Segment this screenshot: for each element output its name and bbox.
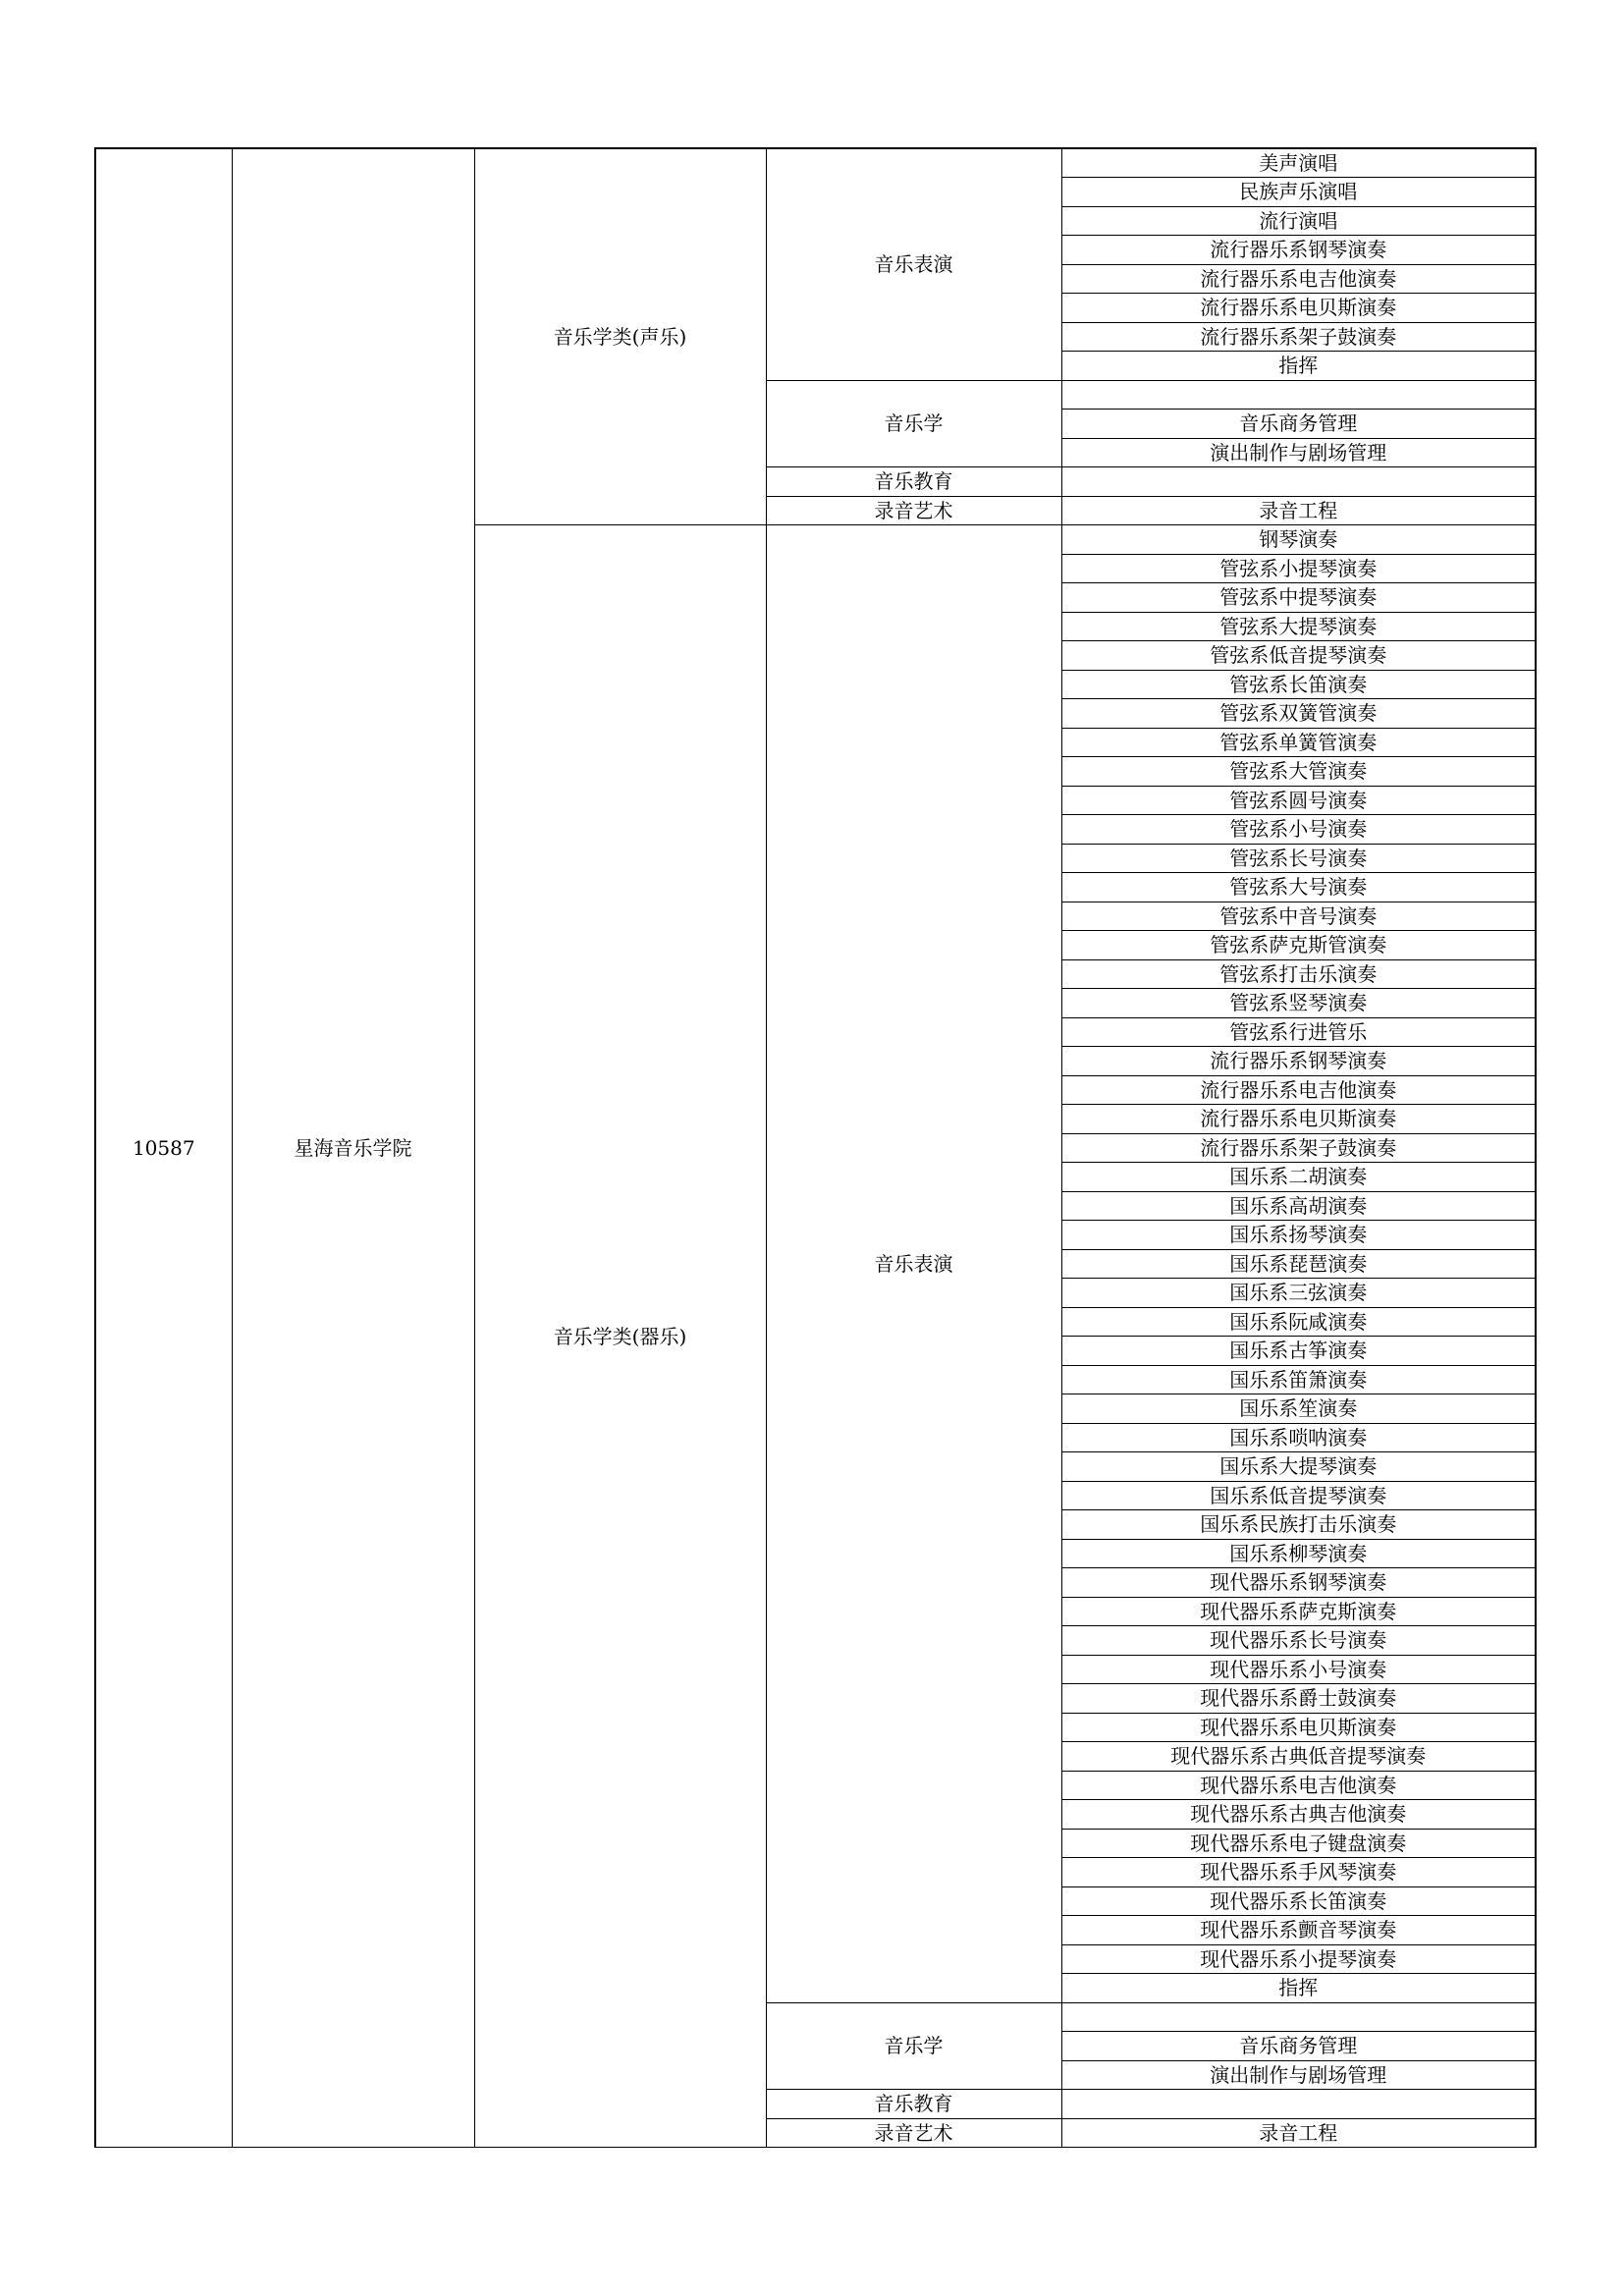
direction-cell: 现代器乐系颤音琴演奏 bbox=[1061, 1916, 1536, 1945]
direction-cell: 现代器乐系萨克斯演奏 bbox=[1061, 1597, 1536, 1626]
direction-cell: 民族声乐演唱 bbox=[1061, 178, 1536, 207]
direction-cell: 流行器乐系电吉他演奏 bbox=[1061, 1075, 1536, 1105]
direction-cell: 国乐系笛箫演奏 bbox=[1061, 1365, 1536, 1394]
direction-cell: 现代器乐系钢琴演奏 bbox=[1061, 1568, 1536, 1598]
major-cell: 录音艺术 bbox=[766, 2118, 1061, 2148]
direction-cell: 音乐商务管理 bbox=[1061, 410, 1536, 439]
direction-cell bbox=[1061, 380, 1536, 410]
category-cell: 音乐学类(器乐) bbox=[474, 525, 766, 2148]
direction-cell: 录音工程 bbox=[1061, 2118, 1536, 2148]
admissions-table bbox=[94, 147, 1537, 2148]
direction-cell: 管弦系大提琴演奏 bbox=[1061, 612, 1536, 641]
direction-cell: 管弦系小提琴演奏 bbox=[1061, 554, 1536, 583]
direction-cell bbox=[1061, 2090, 1536, 2119]
major-cell: 音乐学 bbox=[766, 2002, 1061, 2090]
direction-cell bbox=[1061, 2002, 1536, 2032]
direction-cell: 演出制作与剧场管理 bbox=[1061, 438, 1536, 467]
direction-cell: 录音工程 bbox=[1061, 496, 1536, 525]
direction-cell: 管弦系低音提琴演奏 bbox=[1061, 641, 1536, 671]
direction-cell: 流行器乐系电贝斯演奏 bbox=[1061, 1105, 1536, 1134]
direction-cell: 管弦系大管演奏 bbox=[1061, 757, 1536, 787]
major-cell: 录音艺术 bbox=[766, 496, 1061, 525]
direction-cell: 国乐系唢呐演奏 bbox=[1061, 1423, 1536, 1452]
direction-cell: 管弦系萨克斯管演奏 bbox=[1061, 931, 1536, 960]
direction-cell: 国乐系阮咸演奏 bbox=[1061, 1307, 1536, 1337]
direction-cell: 流行器乐系钢琴演奏 bbox=[1061, 1047, 1536, 1076]
major-cell: 音乐表演 bbox=[766, 148, 1061, 380]
direction-cell: 指挥 bbox=[1061, 352, 1536, 381]
major-cell: 音乐教育 bbox=[766, 2090, 1061, 2119]
direction-cell: 流行器乐系架子鼓演奏 bbox=[1061, 322, 1536, 352]
major-cell: 音乐教育 bbox=[766, 467, 1061, 497]
direction-cell: 指挥 bbox=[1061, 1974, 1536, 2003]
school-code-cell: 10587 bbox=[95, 148, 232, 2148]
direction-cell: 管弦系圆号演奏 bbox=[1061, 786, 1536, 815]
direction-cell: 国乐系笙演奏 bbox=[1061, 1394, 1536, 1424]
direction-cell: 现代器乐系长笛演奏 bbox=[1061, 1886, 1536, 1916]
direction-cell: 管弦系中音号演奏 bbox=[1061, 902, 1536, 931]
major-cell: 音乐学 bbox=[766, 380, 1061, 467]
direction-cell: 国乐系柳琴演奏 bbox=[1061, 1539, 1536, 1568]
direction-cell: 管弦系竖琴演奏 bbox=[1061, 989, 1536, 1018]
direction-cell: 管弦系长号演奏 bbox=[1061, 844, 1536, 873]
direction-cell: 演出制作与剧场管理 bbox=[1061, 2060, 1536, 2090]
direction-cell: 现代器乐系电吉他演奏 bbox=[1061, 1771, 1536, 1800]
direction-cell: 现代器乐系长号演奏 bbox=[1061, 1626, 1536, 1656]
category-cell: 音乐学类(声乐) bbox=[474, 148, 766, 525]
direction-cell: 国乐系高胡演奏 bbox=[1061, 1191, 1536, 1221]
direction-cell: 国乐系大提琴演奏 bbox=[1061, 1452, 1536, 1482]
direction-cell: 流行器乐系架子鼓演奏 bbox=[1061, 1133, 1536, 1163]
direction-cell: 管弦系大号演奏 bbox=[1061, 873, 1536, 902]
direction-cell: 国乐系古筝演奏 bbox=[1061, 1337, 1536, 1366]
direction-cell: 国乐系低音提琴演奏 bbox=[1061, 1481, 1536, 1510]
direction-cell: 流行器乐系钢琴演奏 bbox=[1061, 236, 1536, 265]
direction-cell: 管弦系双簧管演奏 bbox=[1061, 699, 1536, 729]
direction-cell: 现代器乐系电子键盘演奏 bbox=[1061, 1829, 1536, 1858]
table-body bbox=[95, 148, 1536, 2148]
direction-cell bbox=[1061, 467, 1536, 497]
direction-cell: 管弦系打击乐演奏 bbox=[1061, 959, 1536, 989]
direction-cell: 管弦系小号演奏 bbox=[1061, 815, 1536, 845]
direction-cell: 管弦系单簧管演奏 bbox=[1061, 728, 1536, 757]
direction-cell: 国乐系民族打击乐演奏 bbox=[1061, 1510, 1536, 1540]
table-row bbox=[95, 148, 1536, 178]
direction-cell: 现代器乐系爵士鼓演奏 bbox=[1061, 1684, 1536, 1714]
direction-cell: 国乐系二胡演奏 bbox=[1061, 1163, 1536, 1192]
direction-cell: 国乐系琵琶演奏 bbox=[1061, 1249, 1536, 1279]
direction-cell: 国乐系扬琴演奏 bbox=[1061, 1221, 1536, 1250]
major-cell: 音乐表演 bbox=[766, 525, 1061, 2003]
direction-cell: 流行器乐系电贝斯演奏 bbox=[1061, 294, 1536, 323]
direction-cell: 现代器乐系电贝斯演奏 bbox=[1061, 1713, 1536, 1742]
direction-cell: 现代器乐系手风琴演奏 bbox=[1061, 1858, 1536, 1887]
direction-cell: 管弦系长笛演奏 bbox=[1061, 670, 1536, 699]
direction-cell: 钢琴演奏 bbox=[1061, 525, 1536, 555]
direction-cell: 现代器乐系古典吉他演奏 bbox=[1061, 1800, 1536, 1830]
direction-cell: 管弦系行进管乐 bbox=[1061, 1017, 1536, 1047]
direction-cell: 现代器乐系小提琴演奏 bbox=[1061, 1944, 1536, 1974]
direction-cell: 流行器乐系电吉他演奏 bbox=[1061, 264, 1536, 294]
direction-cell: 现代器乐系古典低音提琴演奏 bbox=[1061, 1742, 1536, 1772]
school-name-cell: 星海音乐学院 bbox=[232, 148, 474, 2148]
direction-cell: 现代器乐系小号演奏 bbox=[1061, 1655, 1536, 1684]
direction-cell: 管弦系中提琴演奏 bbox=[1061, 583, 1536, 613]
direction-cell: 国乐系三弦演奏 bbox=[1061, 1279, 1536, 1308]
direction-cell: 音乐商务管理 bbox=[1061, 2032, 1536, 2061]
direction-cell: 流行演唱 bbox=[1061, 206, 1536, 236]
direction-cell: 美声演唱 bbox=[1061, 148, 1536, 178]
